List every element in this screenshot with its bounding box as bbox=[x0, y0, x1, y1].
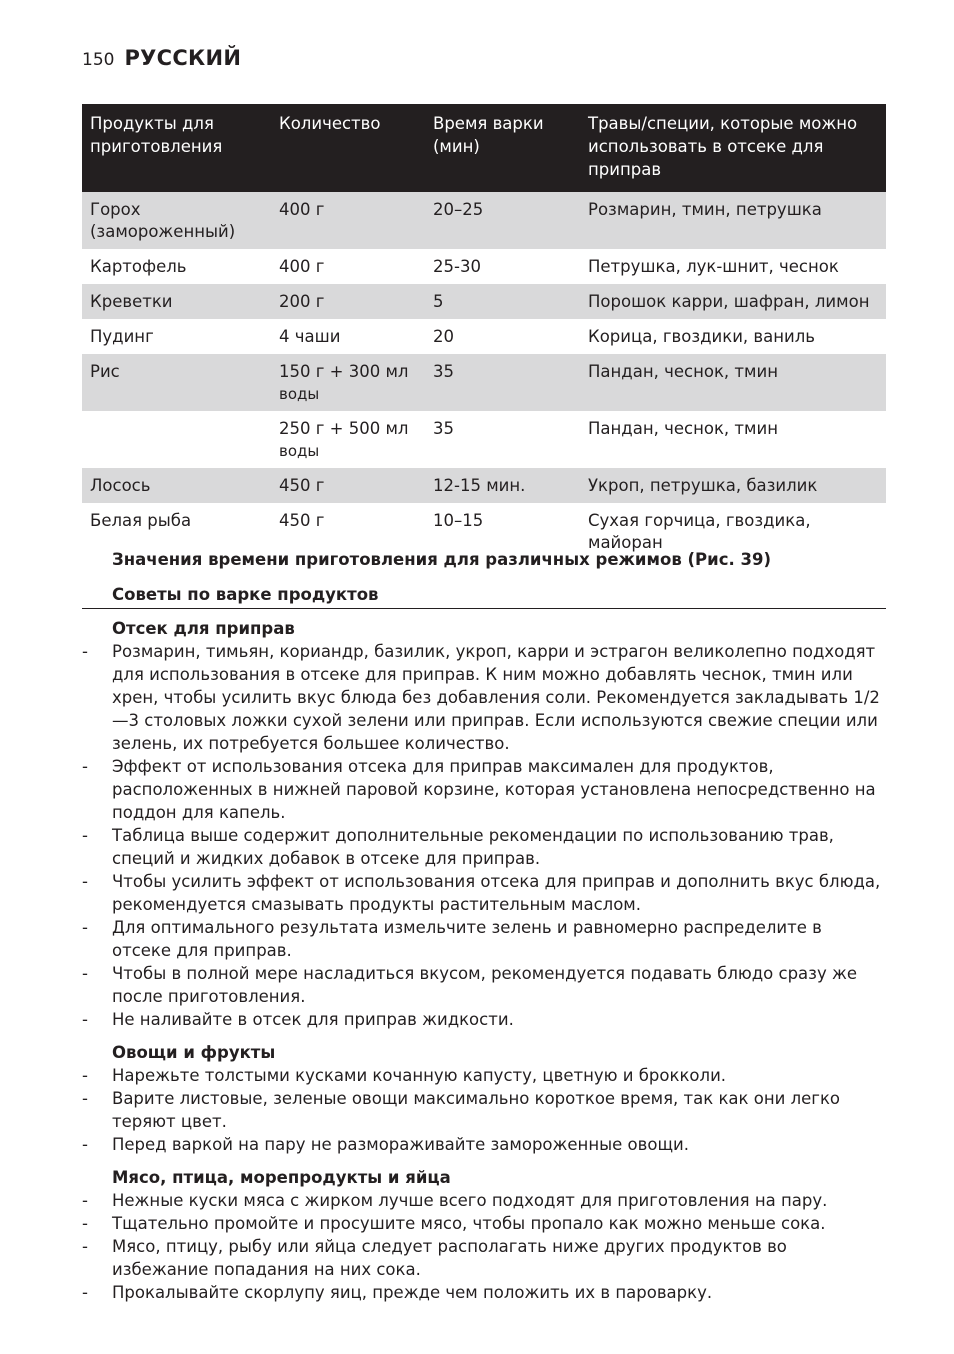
cell-time: 20–25 bbox=[425, 192, 580, 249]
list-item-text: Для оптимального результата измельчите зелень и равномерно распределите в отсеке для приправ. bbox=[112, 918, 822, 960]
cell-time: 10–15 bbox=[433, 511, 484, 530]
tips-content bbox=[82, 548, 886, 1304]
list-item-text: Не наливайте в отсек для приправ жидкости. bbox=[112, 1010, 514, 1029]
list-item bbox=[82, 755, 886, 824]
list-item bbox=[82, 870, 886, 916]
column-header-quantity: Количество bbox=[271, 104, 425, 192]
list-item-text: Тщательно промойте и просушите мясо, чтобы пропало как можно меньше сока. bbox=[112, 1214, 826, 1233]
language-title: РУССКИЙ bbox=[124, 46, 242, 70]
dash-bullet: - bbox=[82, 1010, 88, 1029]
table-header-row bbox=[82, 104, 886, 192]
list-item-text: Таблица выше содержит дополнительные рекомендации по использованию трав, специй и жидких добавок в отсеке для приправ. bbox=[112, 826, 834, 868]
table-row bbox=[82, 249, 886, 284]
cell-quantity-main: 150 г + 300 мл bbox=[279, 362, 409, 381]
cell-time: 25-30 bbox=[433, 257, 481, 276]
cell-product: Картофель bbox=[90, 257, 187, 276]
vegetables-heading: Овощи и фрукты bbox=[112, 1043, 276, 1062]
dash-bullet: - bbox=[82, 1214, 88, 1233]
dash-bullet: - bbox=[82, 757, 88, 776]
page-number: 150 bbox=[82, 50, 115, 70]
cell-time: 35 bbox=[433, 419, 454, 438]
cell-quantity: 4 чаши bbox=[279, 327, 341, 346]
list-item-text: Мясо, птицу, рыбу или яйца следует располагать ниже других продуктов во избежание попадания на них сока. bbox=[112, 1237, 787, 1279]
list-item-text: Розмарин, тимьян, кориандр, базилик, укроп, карри и эстрагон великолепно подходят для использования в отсеке для приправ. К ним можно добавлять чеснок, тмин или хрен, чтобы усилить вкус блюда без добавления соли. Рекомендуется закладывать 1/2—3 столовых ложки сухой зелени или приправ. Если используются свежие специи или зелень, их потребуется большее количество. bbox=[112, 642, 880, 753]
tips-heading: Советы по варке продуктов bbox=[82, 583, 886, 609]
cell-herbs: Пандан, чеснок, тмин bbox=[588, 419, 778, 438]
list-item-text: Эффект от использования отсека для приправ максимален для продуктов, расположенных в нижней паровой корзине, которая установлена непосредственно на поддон для капель. bbox=[112, 757, 876, 822]
cell-time: 35 bbox=[425, 354, 580, 411]
list-item bbox=[82, 1008, 886, 1031]
cell-quantity: 450 г bbox=[279, 511, 325, 530]
dash-bullet: - bbox=[82, 918, 88, 937]
list-item bbox=[82, 1281, 886, 1304]
cooking-table bbox=[82, 104, 886, 560]
cell-quantity: 400 г bbox=[271, 192, 425, 249]
cell-quantity bbox=[271, 411, 425, 468]
page-header bbox=[82, 46, 241, 70]
herb-compartment-list bbox=[82, 640, 886, 1031]
dash-bullet: - bbox=[82, 1283, 88, 1302]
cell-herbs: Пандан, чеснок, тмин bbox=[580, 354, 886, 411]
list-item bbox=[82, 962, 886, 1008]
table-row bbox=[82, 192, 886, 249]
list-item-text: Нежные куски мяса с жирком лучше всего подходят для приготовления на пару. bbox=[112, 1191, 828, 1210]
table-row bbox=[82, 411, 886, 468]
cell-product: Горох (замороженный) bbox=[82, 192, 271, 249]
dash-bullet: - bbox=[82, 1237, 88, 1256]
dash-bullet: - bbox=[82, 1191, 88, 1210]
cell-herbs: Порошок карри, шафран, лимон bbox=[580, 284, 886, 319]
dash-bullet: - bbox=[82, 642, 88, 661]
list-item-text: Варите листовые, зеленые овощи максимально короткое время, так как они легко теряют цвет. bbox=[112, 1089, 841, 1131]
cell-product: Белая рыба bbox=[90, 511, 192, 530]
list-item bbox=[82, 824, 886, 870]
herb-compartment-heading: Отсек для приправ bbox=[112, 619, 295, 638]
cell-herbs: Розмарин, тмин, петрушка bbox=[580, 192, 886, 249]
cell-product: Рис bbox=[82, 354, 271, 411]
cell-time: 5 bbox=[425, 284, 580, 319]
cell-product: Креветки bbox=[82, 284, 271, 319]
list-item bbox=[82, 1189, 886, 1212]
cell-quantity-extra: воды bbox=[279, 385, 320, 403]
meat-list bbox=[82, 1189, 886, 1304]
dash-bullet: - bbox=[82, 1066, 88, 1085]
cell-quantity: 200 г bbox=[271, 284, 425, 319]
cell-time: 20 bbox=[433, 327, 454, 346]
list-item bbox=[82, 1064, 886, 1087]
list-item-text: Перед варкой на пару не размораживайте замороженные овощи. bbox=[112, 1135, 689, 1154]
table-row bbox=[82, 354, 886, 411]
cell-herbs: Сухая горчица, гвоздика, майоран bbox=[588, 511, 811, 552]
cooking-times-heading: Значения времени приготовления для различных режимов (Рис. 39) bbox=[112, 550, 771, 569]
cell-herbs: Корица, гвоздики, ваниль bbox=[588, 327, 816, 346]
list-item bbox=[82, 1133, 886, 1156]
dash-bullet: - bbox=[82, 872, 88, 891]
cell-product: Лосось bbox=[82, 468, 271, 503]
table-row bbox=[82, 468, 886, 503]
cell-quantity-extra: воды bbox=[279, 442, 320, 460]
list-item-text: Чтобы в полной мере насладиться вкусом, рекомендуется подавать блюдо сразу же после приготовления. bbox=[112, 964, 857, 1006]
list-item-text: Прокалывайте скорлупу яиц, прежде чем положить их в пароварку. bbox=[112, 1283, 713, 1302]
list-item-text: Чтобы усилить эффект от использования отсека для приправ и дополнить вкус блюда, рекомендуется смазывать продукты растительным маслом. bbox=[112, 872, 881, 914]
column-header-time: Время варки (мин) bbox=[425, 104, 580, 192]
dash-bullet: - bbox=[82, 964, 88, 983]
cell-quantity bbox=[271, 354, 425, 411]
table-row bbox=[82, 284, 886, 319]
cell-quantity: 400 г bbox=[279, 257, 325, 276]
cell-product: Пудинг bbox=[90, 327, 154, 346]
column-header-herbs: Травы/специи, которые можно использовать в отсеке для приправ bbox=[580, 104, 886, 192]
list-item bbox=[82, 640, 886, 755]
vegetables-list bbox=[82, 1064, 886, 1156]
dash-bullet: - bbox=[82, 1089, 88, 1108]
list-item bbox=[82, 1212, 886, 1235]
cell-quantity: 450 г bbox=[271, 468, 425, 503]
cell-product bbox=[82, 411, 271, 468]
list-item bbox=[82, 916, 886, 962]
cell-quantity-main: 250 г + 500 мл bbox=[279, 419, 409, 438]
dash-bullet: - bbox=[82, 826, 88, 845]
cell-herbs: Укроп, петрушка, базилик bbox=[580, 468, 886, 503]
cell-herbs: Петрушка, лук-шнит, чеснок bbox=[588, 257, 839, 276]
list-item-text: Нарежьте толстыми кусками кочанную капусту, цветную и брокколи. bbox=[112, 1066, 727, 1085]
list-item bbox=[82, 1087, 886, 1133]
cell-time: 12-15 мин. bbox=[425, 468, 580, 503]
table-row bbox=[82, 319, 886, 354]
list-item bbox=[82, 1235, 886, 1281]
dash-bullet: - bbox=[82, 1135, 88, 1154]
meat-heading: Мясо, птица, морепродукты и яйца bbox=[112, 1168, 451, 1187]
column-header-product: Продукты для приготовления bbox=[82, 104, 271, 192]
